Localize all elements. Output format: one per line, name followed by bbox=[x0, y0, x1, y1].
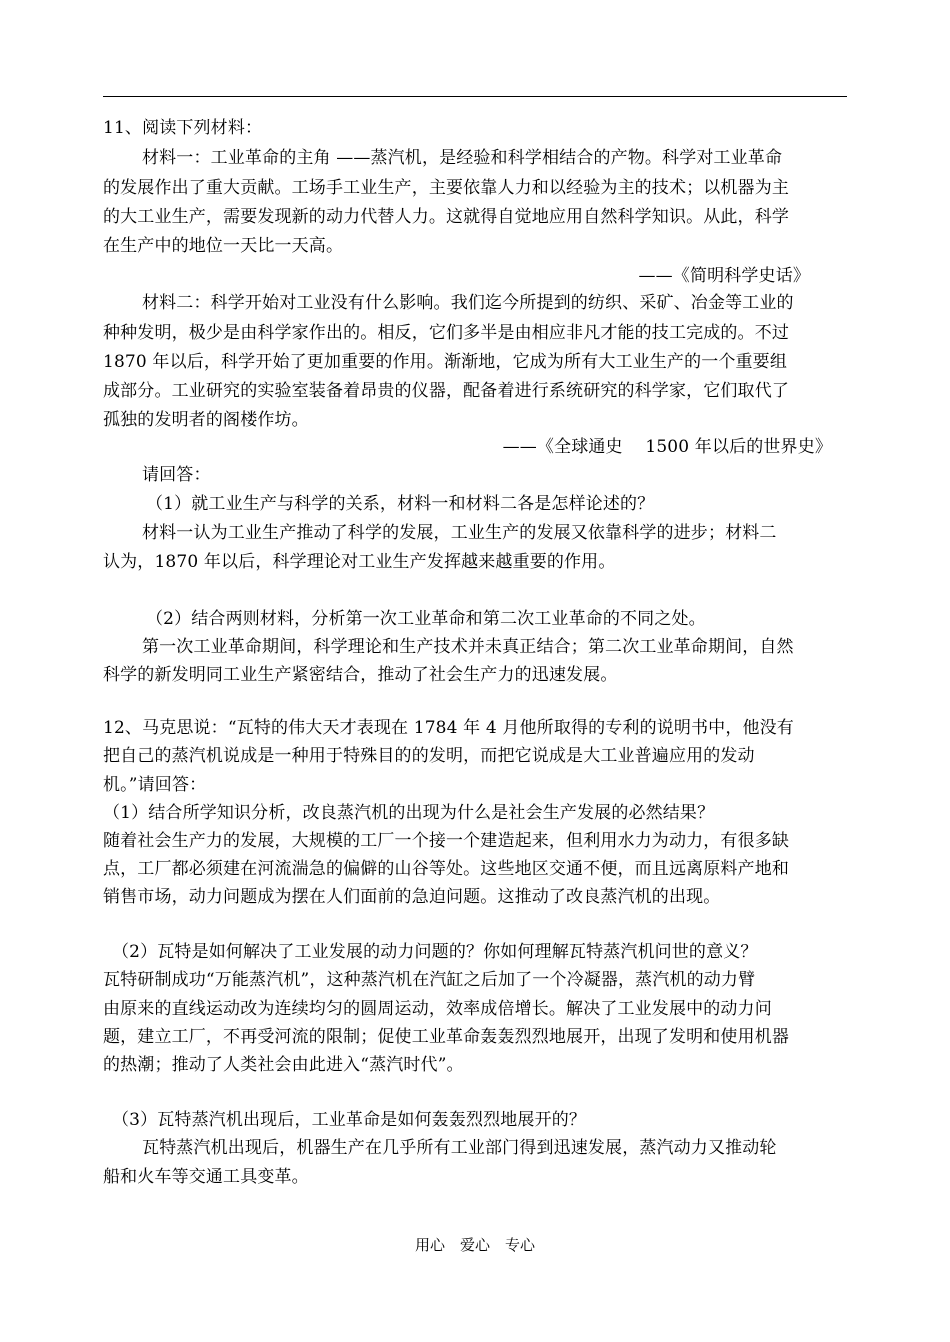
q11-material2-line: 1870 年以后，科学开始了更加重要的作用。渐渐地，它成为所有大工业生产的一个重要组 bbox=[103, 352, 787, 372]
q12-intro-line: 12、马克思说：“瓦特的伟大天才表现在 1784 年 4 月他所取得的专利的说明书中，他没有 bbox=[103, 718, 794, 738]
q11-question-1: （1）就工业生产与科学的关系，材料一和材料二各是怎样论述的？ bbox=[146, 494, 655, 514]
q11-ask: 请回答： bbox=[142, 465, 211, 485]
q12-intro-line: 把自己的蒸汽机说成是一种用于特殊目的的发明，而把它说成是大工业普遍应用的发动 bbox=[103, 746, 755, 766]
q11-answer-2-line: 第一次工业革命期间，科学理论和生产技术并未真正结合；第二次工业革命期间，自然 bbox=[142, 637, 794, 657]
q11-heading: 11、阅读下列材料： bbox=[103, 118, 263, 138]
q11-material1-line: 在生产中的地位一天比一天高。 bbox=[103, 236, 344, 256]
q11-material1-source: ——《简明科学史话》 bbox=[638, 266, 810, 286]
q12-question-1: （1）结合所学知识分析，改良蒸汽机的出现为什么是社会生产发展的必然结果？ bbox=[103, 803, 715, 823]
q11-material1-line: 的发展作出了重大贡献。工场手工业生产，主要依靠人力和以经验为主的技术；以机器为主 bbox=[103, 178, 789, 198]
q11-material2-line: 种种发明，极少是由科学家作出的。相反，它们多半是由相应非凡才能的技工完成的。不过 bbox=[103, 323, 789, 343]
q11-answer-1-line: 认为，1870 年以后，科学理论对工业生产发挥越来越重要的作用。 bbox=[103, 552, 616, 572]
q11-material1-line: 材料一：工业革命的主角 ——蒸汽机，是经验和科学相结合的产物。科学对工业革命 bbox=[142, 148, 783, 168]
q12-answer-2-line: 的热潮；推动了人类社会由此进入“蒸汽时代”。 bbox=[103, 1055, 464, 1075]
q12-answer-1-line: 销售市场，动力问题成为摆在人们面前的急迫问题。这推动了改良蒸汽机的出现。 bbox=[103, 887, 721, 907]
q11-material2-source: ——《全球通史 1500 年以后的世界史》 bbox=[502, 437, 832, 457]
q11-answer-1-line: 材料一认为工业生产推动了科学的发展，工业生产的发展又依靠科学的进步；材料二 bbox=[142, 523, 777, 543]
q12-intro-line: 机。”请回答： bbox=[103, 775, 207, 795]
q12-question-2: （2）瓦特是如何解决了工业发展的动力问题的？你如何理解瓦特蒸汽机问世的意义？ bbox=[112, 942, 758, 962]
q12-answer-1-line: 随着社会生产力的发展，大规模的工厂一个接一个建造起来，但利用水力为动力，有很多缺 bbox=[103, 831, 789, 851]
header-rule bbox=[103, 96, 847, 97]
q11-material2-line: 材料二：科学开始对工业没有什么影响。我们迄今所提到的纺织、采矿、冶金等工业的 bbox=[142, 293, 794, 313]
q11-material2-line: 孤独的发明者的阁楼作坊。 bbox=[103, 410, 309, 430]
q12-answer-3-line: 船和火车等交通工具变革。 bbox=[103, 1167, 309, 1187]
q12-question-3: （3）瓦特蒸汽机出现后，工业革命是如何轰轰烈烈地展开的？ bbox=[112, 1110, 587, 1130]
q11-answer-2-line: 科学的新发明同工业生产紧密结合，推动了社会生产力的迅速发展。 bbox=[103, 665, 618, 685]
page-footer: 用心 爱心 专心 bbox=[414, 1236, 535, 1254]
q12-answer-2-line: 瓦特研制成功“万能蒸汽机”，这种蒸汽机在汽缸之后加了一个冷凝器，蒸汽机的动力臂 bbox=[103, 970, 756, 990]
q11-question-2: （2）结合两则材料，分析第一次工业革命和第二次工业革命的不同之处。 bbox=[146, 609, 706, 629]
q12-answer-3-line: 瓦特蒸汽机出现后，机器生产在几乎所有工业部门得到迅速发展，蒸汽动力又推动轮 bbox=[142, 1138, 777, 1158]
q11-material2-line: 成部分。工业研究的实验室装备着昂贵的仪器，配备着进行系统研究的科学家，它们取代了 bbox=[103, 381, 789, 401]
q12-answer-2-line: 由原来的直线运动改为连续均匀的圆周运动，效率成倍增长。解决了工业发展中的动力问 bbox=[103, 999, 772, 1019]
q12-answer-1-line: 点，工厂都必须建在河流湍急的偏僻的山谷等处。这些地区交通不便，而且远离原料产地和 bbox=[103, 859, 789, 879]
q11-material1-line: 的大工业生产，需要发现新的动力代替人力。这就得自觉地应用自然科学知识。从此，科学 bbox=[103, 207, 789, 227]
q12-answer-2-line: 题，建立工厂，不再受河流的限制；促使工业革命轰轰烈烈地展开，出现了发明和使用机器 bbox=[103, 1027, 789, 1047]
